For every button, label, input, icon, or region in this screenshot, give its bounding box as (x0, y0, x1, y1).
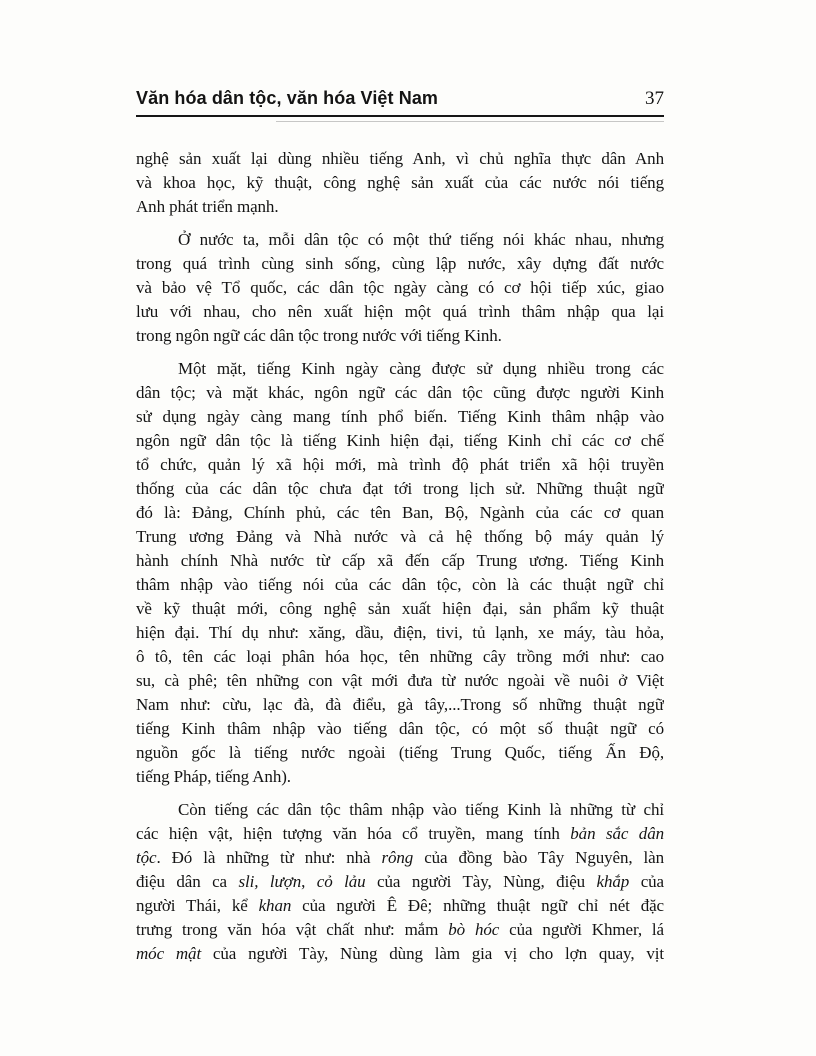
paragraph (136, 228, 664, 348)
text-segment: của đồng bào Tây Nguyên, làn (413, 848, 664, 867)
text-line (136, 477, 664, 501)
text-segment: . Đó là những từ như: nhà (156, 848, 382, 867)
text-segment: trong quá trình cùng sinh sống, cùng lập nước, xây dựng đất nước (136, 254, 664, 273)
text-segment: , (301, 872, 317, 891)
text-segment: Còn tiếng các dân tộc thâm nhập vào tiếng Kinh là những từ chỉ (178, 800, 664, 819)
text-segment: hiện đại. Thí dụ như: xăng, dầu, điện, tivi, tủ lạnh, xe máy, tàu hỏa, (136, 623, 664, 642)
text-segment: Anh phát triển mạnh. (136, 197, 279, 216)
text-segment: hành chính Nhà nước từ cấp xã đến cấp Trung ương. Tiếng Kinh (136, 551, 664, 570)
running-title: Văn hóa dân tộc, văn hóa Việt Nam (136, 88, 439, 108)
text-line (136, 276, 664, 300)
body-text (136, 147, 664, 966)
text-segment: và khoa học, kỹ thuật, công nghệ sản xuất của các nước nói tiếng (136, 173, 664, 192)
italic-term: tộc (136, 848, 157, 867)
text-line (136, 645, 664, 669)
text-line (136, 846, 664, 870)
italic-term: móc mật (136, 944, 202, 963)
text-segment: tổ chức, quản lý xã hội mới, mà trình độ phát triển xã hội truyền (136, 455, 664, 474)
italic-term: rông (381, 848, 414, 867)
text-segment: su, cà phê; tên những con vật mới đưa từ nước ngoài về nuôi ở Việt (136, 671, 664, 690)
text-segment: dân tộc; và mặt khác, ngôn ngữ các dân tộc cũng được người Kinh (136, 383, 664, 402)
header-rule-artifact (276, 121, 664, 123)
paragraph (136, 147, 664, 219)
text-line (136, 717, 664, 741)
text-line (136, 228, 664, 252)
italic-term: khan (258, 896, 292, 915)
text-segment: người Thái, kể (136, 896, 259, 915)
text-line (136, 741, 664, 765)
page-number: 37 (645, 88, 664, 109)
text-segment: Trung ương Đảng và Nhà nước và cả hệ thống bộ máy quản lý (136, 527, 664, 546)
text-line (136, 870, 664, 894)
text-segment: của người Tày, Nùng dùng làm gia vị cho lợn quay, vịt (201, 944, 664, 963)
text-line (136, 501, 664, 525)
text-segment: nguồn gốc là tiếng nước ngoài (tiếng Trung Quốc, tiếng Ấn Độ, (136, 743, 664, 762)
text-line (136, 405, 664, 429)
text-line (136, 693, 664, 717)
text-line (136, 300, 664, 324)
italic-term: bò hóc (448, 920, 500, 939)
page-content (136, 88, 664, 975)
text-segment: của người Ê Đê; những thuật ngữ chỉ nét đặc (291, 896, 664, 915)
text-line (136, 381, 664, 405)
text-segment: về kỹ thuật mới, công nghệ sản xuất hiện đại, sản phẩm kỹ thuật (136, 599, 664, 618)
text-line (136, 171, 664, 195)
text-line (136, 324, 664, 348)
text-segment: các hiện vật, hiện tượng văn hóa cổ truyền, mang tính (136, 824, 571, 843)
text-segment: tiếng Kinh thâm nhập vào tiếng dân tộc, có một số thuật ngữ có (136, 719, 664, 738)
text-line (136, 918, 664, 942)
text-segment: Nam như: cừu, lạc đà, đà điểu, gà tây,...Trong số những thuật ngữ (136, 695, 664, 714)
italic-term: khắp (596, 872, 630, 891)
text-segment: tiếng Pháp, tiếng Anh). (136, 767, 291, 786)
text-segment: ô tô, tên các loại phân hóa học, tên những cây trồng mới như: cao (136, 647, 664, 666)
text-line (136, 798, 664, 822)
text-line (136, 252, 664, 276)
text-line (136, 765, 664, 789)
italic-term: sli, lượn (238, 872, 302, 891)
italic-term: bản sắc dân (570, 824, 664, 843)
text-segment: sử dụng ngày càng mang tính phổ biến. Tiếng Kinh thâm nhập vào (136, 407, 664, 426)
text-line (136, 549, 664, 573)
text-line (136, 942, 664, 966)
text-segment: Một mặt, tiếng Kinh ngày càng được sử dụng nhiều trong các (178, 359, 664, 378)
italic-term: cỏ lảu (316, 872, 366, 891)
text-segment: và bảo vệ Tổ quốc, các dân tộc ngày càng có cơ hội tiếp xúc, giao (136, 278, 664, 297)
text-line (136, 597, 664, 621)
text-segment: thâm nhập vào tiếng nói của các dân tộc, còn là các thuật ngữ chỉ (136, 575, 664, 594)
text-line (136, 669, 664, 693)
paragraph (136, 357, 664, 789)
text-segment: của người Khmer, lá (499, 920, 664, 939)
text-line (136, 621, 664, 645)
text-segment: thống của các dân tộc chưa đạt tới trong lịch sử. Những thuật ngữ (136, 479, 664, 498)
page-header (136, 88, 664, 117)
text-segment: trưng trong văn hóa vật chất như: mắm (136, 920, 449, 939)
text-segment: Ở nước ta, mỗi dân tộc có một thứ tiếng nói khác nhau, nhưng (178, 230, 664, 249)
text-line (136, 195, 664, 219)
text-line (136, 894, 664, 918)
text-segment: ngôn ngữ dân tộc là tiếng Kinh hiện đại, tiếng Kinh chỉ các cơ chế (136, 431, 664, 450)
text-segment: lưu với nhau, cho nên xuất hiện một quá trình thâm nhập qua lại (136, 302, 664, 321)
text-segment: nghệ sản xuất lại dùng nhiều tiếng Anh, vì chủ nghĩa thực dân Anh (136, 149, 664, 168)
text-segment: của người Tày, Nùng, điệu (365, 872, 597, 891)
text-line (136, 453, 664, 477)
text-segment: điệu dân ca (136, 872, 239, 891)
text-line (136, 429, 664, 453)
text-line (136, 357, 664, 381)
text-line (136, 573, 664, 597)
paragraph (136, 798, 664, 966)
text-segment: của (629, 872, 664, 891)
text-line (136, 822, 664, 846)
text-line (136, 525, 664, 549)
text-segment: trong ngôn ngữ các dân tộc trong nước với tiếng Kinh. (136, 326, 502, 345)
text-segment: đó là: Đảng, Chính phủ, các tên Ban, Bộ, Ngành của các cơ quan (136, 503, 664, 522)
text-line (136, 147, 664, 171)
